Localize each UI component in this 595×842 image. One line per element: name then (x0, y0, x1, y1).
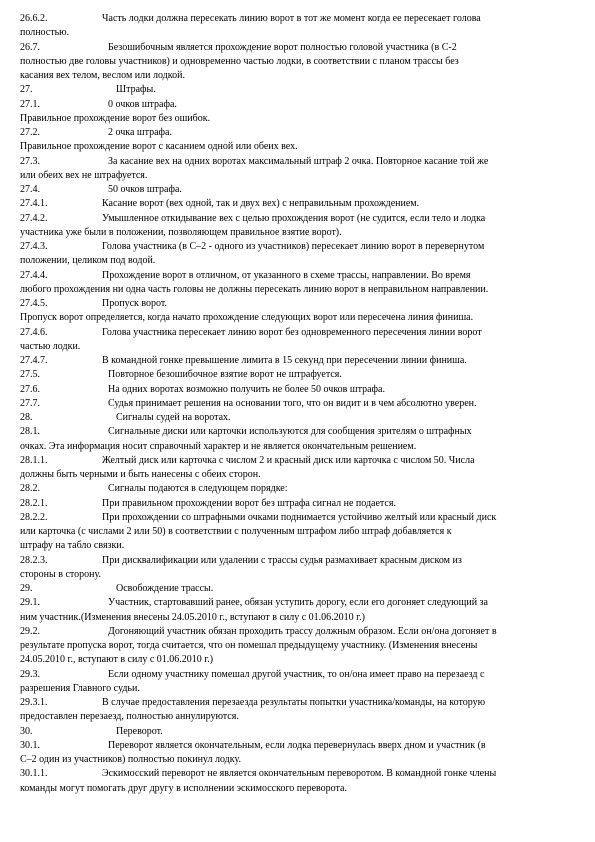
paragraph-first-line (20, 582, 578, 596)
section-number: 28.2.3. (20, 554, 48, 566)
section-number: 30.1.1. (20, 768, 48, 780)
section-number: 28.1.1. (20, 454, 48, 466)
section-number: 28.2.1. (20, 497, 48, 509)
section-text: Повторное безошибочное взятие ворот не штрафуется. (108, 369, 342, 381)
section-text: Догоняющий участник обязан проходить трассу должным образом. Если он/она догоняет в (108, 625, 497, 637)
section-text: При прохождении со штрафными очками поднимается устойчиво желтый или красный диск (102, 511, 497, 523)
continuation-line: результате пропуска ворот, тогда считается, что он помешал предыдущему участнику. (Изменения внесены (20, 640, 478, 651)
section-number: 29.1. (20, 597, 40, 609)
section-text: Умышленное откидывание вех с целью прохождения ворот (не судится, если тело и лодка (102, 212, 486, 224)
continuation-line: очках. Эта информация носит справочный характер и не является окончательным решением. (20, 440, 417, 452)
section-text: Безошибочным является прохождение ворот полностью головой участника (в С-2 (108, 41, 457, 53)
section-number: 29. (20, 583, 33, 594)
continuation-line: полностью. (20, 27, 70, 39)
section-number: 27.4.3. (20, 241, 48, 252)
section-text: Касание ворот (вех одной, так и двух вех) с неправильным прохождением. (102, 198, 420, 210)
paragraph-first-line (20, 12, 578, 26)
section-text: За касание вех на одних воротах максимальный штраф 2 очка. Повторное касание той же (108, 155, 489, 167)
section-paragraph (20, 183, 578, 197)
section-paragraph (20, 212, 578, 241)
section-text: Участник, стартовавший ранее, обязан уступить дорогу, если его догоняет следующий за (108, 597, 488, 609)
section-paragraph (20, 240, 578, 269)
section-text: В командной гонке превышение лимита в 15 секунд при пересечении линии финиша. (102, 355, 467, 366)
section-paragraph (20, 582, 578, 596)
section-number: 29.2. (20, 625, 40, 637)
section-number: 27.2. (20, 127, 40, 138)
section-number: 30. (20, 725, 33, 737)
section-text: 50 очков штрафа. (108, 184, 182, 195)
section-text: Сигналы подаются в следующем порядке: (108, 483, 288, 495)
section-paragraph (20, 554, 578, 583)
section-number: 27.7. (20, 397, 40, 409)
continuation-line: ним участник.(Изменения внесены 24.05.2010 г., вступают в силу с 01.06.2010 г.) (20, 611, 365, 623)
paragraph-first-line (20, 668, 578, 682)
continuation-line: стороны в сторону. (20, 568, 101, 580)
section-text: В случае предоставления перезаезда результаты попытки участника/команды, на которую (102, 697, 486, 708)
section-paragraph (20, 511, 578, 554)
section-number: 28.2.2. (20, 511, 48, 523)
section-number: 29.3.1. (20, 697, 48, 708)
paragraph-first-line (20, 767, 578, 781)
section-number: 27. (20, 84, 33, 96)
section-paragraph (20, 497, 578, 511)
section-text: Штрафы. (116, 84, 156, 96)
section-number: 29.3. (20, 668, 40, 680)
continuation-line: частью лодки. (20, 340, 81, 352)
section-paragraph (20, 126, 578, 155)
continuation-line: штрафу на табло связки. (20, 540, 125, 552)
section-paragraph (20, 155, 578, 184)
section-paragraph (20, 41, 578, 84)
section-paragraph (20, 625, 578, 668)
section-paragraph (20, 596, 578, 625)
section-paragraph (20, 383, 578, 397)
section-number: 28. (20, 412, 33, 423)
paragraph-first-line (20, 425, 578, 439)
paragraph-first-line (20, 212, 578, 226)
section-number: 27.4.4. (20, 269, 48, 281)
section-number: 27.4.1. (20, 198, 48, 210)
paragraph-first-line (20, 554, 578, 568)
paragraph-first-line (20, 354, 578, 368)
paragraph-first-line (20, 126, 578, 140)
paragraph-first-line (20, 297, 578, 311)
section-text: Голова участника (в С–2 - одного из участников) пересекает линию ворот в перевернутом (102, 241, 485, 252)
section-number: 27.4.6. (20, 326, 48, 338)
paragraph-first-line (20, 739, 578, 753)
section-paragraph (20, 197, 578, 211)
paragraph-first-line (20, 240, 578, 254)
continuation-line: команды могут помогать друг другу в исполнении эскимосского переворота. (20, 782, 347, 794)
continuation-line: Пропуск ворот определяется, когда начато прохождение следующих ворот или пересечена линия финиша. (20, 312, 474, 324)
section-paragraph (20, 98, 578, 127)
paragraph-first-line (20, 269, 578, 283)
section-number: 28.1. (20, 426, 40, 438)
section-text: Эскимосский переворот не является окончательным переворотом. В командной гонке члены (102, 768, 497, 780)
section-number: 28.2. (20, 483, 40, 495)
section-paragraph (20, 725, 578, 739)
section-number: 26.7. (20, 41, 40, 53)
section-number: 27.3. (20, 155, 40, 167)
section-paragraph (20, 454, 578, 483)
continuation-line: или карточка (с числами 2 или 50) в соответствии с полученным штрафом либо штраф добавляется к (20, 526, 452, 537)
section-text: Пропуск ворот. (102, 298, 168, 309)
section-text: 0 очков штрафа. (108, 98, 177, 110)
section-text: На одних воротах возможно получить не более 50 очков штрафа. (108, 383, 385, 395)
continuation-line: любого прохождения ни одна часть головы не должны пересекать линию ворот в неправильном направлении. (20, 283, 489, 295)
continuation-line: полностью две головы участников) и одновременно частью лодки, в соответствии с планом трассы без (20, 55, 459, 67)
section-number: 26.6.2. (20, 13, 48, 24)
section-number: 27.4.5. (20, 298, 48, 309)
paragraph-first-line (20, 155, 578, 169)
continuation-line: должны быть черными и быть нанесены с обеих сторон. (20, 469, 261, 480)
section-paragraph (20, 739, 578, 768)
section-paragraph (20, 269, 578, 298)
section-text: Если одному участнику помешал другой участник, то он/она имеет право на перезаезд с (108, 668, 485, 680)
section-paragraph (20, 297, 578, 326)
paragraph-first-line (20, 725, 578, 739)
continuation-line: С–2 один из участников) полностью покинул лодку. (20, 754, 241, 765)
section-text: Переворот является окончательным, если лодка перевернулась вверх дном и участник (в (108, 739, 486, 751)
paragraph-first-line (20, 482, 578, 496)
section-number: 30.1. (20, 739, 40, 751)
continuation-line: разрешения Главного судьи. (20, 682, 140, 694)
section-text: 2 очка штрафа. (108, 127, 172, 138)
section-paragraph (20, 326, 578, 355)
section-number: 27.4.7. (20, 355, 48, 366)
section-number: 27.4. (20, 184, 40, 195)
document-page (20, 12, 578, 796)
continuation-line: положении, целиком под водой. (20, 255, 156, 267)
section-text: Часть лодки должна пересекать линию ворот в тот же момент когда ее пересекает голова (102, 13, 481, 24)
paragraph-first-line (20, 454, 578, 468)
section-text: Желтый диск или карточка с числом 2 и красный диск или карточка с числом 50. Числа (102, 454, 475, 466)
continuation-line: предоставлен перезаезд, полностью аннулируются. (20, 711, 239, 723)
paragraph-first-line (20, 41, 578, 55)
section-text: Переворот. (116, 725, 163, 737)
section-paragraph (20, 696, 578, 725)
section-text: Прохождение ворот в отличном, от указанного в схеме трассы, направлении. Во время (102, 269, 471, 281)
section-paragraph (20, 397, 578, 411)
section-paragraph (20, 482, 578, 496)
section-number: 27.1. (20, 98, 40, 110)
section-text: Голова участника пересекает линию ворот без одновременного пересечения линии ворот (102, 326, 482, 338)
section-text: Судья принимает решения на основании того, что он видит и в чем абсолютно уверен. (108, 397, 477, 409)
paragraph-first-line (20, 497, 578, 511)
continuation-line: Правильное прохождение ворот с касанием одной или обеих вех. (20, 141, 298, 153)
section-paragraph (20, 767, 578, 796)
section-number: 27.5. (20, 369, 40, 381)
paragraph-first-line (20, 596, 578, 610)
paragraph-first-line (20, 197, 578, 211)
paragraph-first-line (20, 383, 578, 397)
paragraph-first-line (20, 511, 578, 525)
continuation-line: касания вех телом, веслом или лодкой. (20, 70, 185, 81)
continuation-line: участника уже были в положении, позволяющем правильное взятие ворот). (20, 226, 342, 238)
section-number: 27.6. (20, 383, 40, 395)
paragraph-first-line (20, 625, 578, 639)
section-paragraph (20, 368, 578, 382)
section-text: Освобождение трассы. (116, 583, 214, 594)
section-text: Сигнальные диски или карточки используются для сообщения зрителям о штрафных (108, 426, 472, 438)
section-paragraph (20, 668, 578, 697)
continuation-line: Правильное прохождение ворот без ошибок. (20, 112, 211, 124)
paragraph-first-line (20, 326, 578, 340)
section-paragraph (20, 12, 578, 41)
section-text: Сигналы судей на воротах. (116, 412, 231, 423)
section-text: При дисквалификации или удалении с трассы судья размахивает красным диском из (102, 554, 462, 566)
paragraph-first-line (20, 397, 578, 411)
section-text: При правильном прохождении ворот без штрафа сигнал не подается. (102, 497, 396, 509)
paragraph-first-line (20, 83, 578, 97)
section-paragraph (20, 83, 578, 97)
paragraph-first-line (20, 98, 578, 112)
paragraph-first-line (20, 183, 578, 197)
section-number: 27.4.2. (20, 212, 48, 224)
continuation-line: 24.05.2010 г., вступают в силу с 01.06.2010 г.) (20, 654, 214, 666)
paragraph-first-line (20, 411, 578, 425)
section-paragraph (20, 354, 578, 368)
section-paragraph (20, 425, 578, 454)
paragraph-first-line (20, 696, 578, 710)
continuation-line: или обеих вех не штрафуется. (20, 169, 148, 181)
section-paragraph (20, 411, 578, 425)
paragraph-first-line (20, 368, 578, 382)
